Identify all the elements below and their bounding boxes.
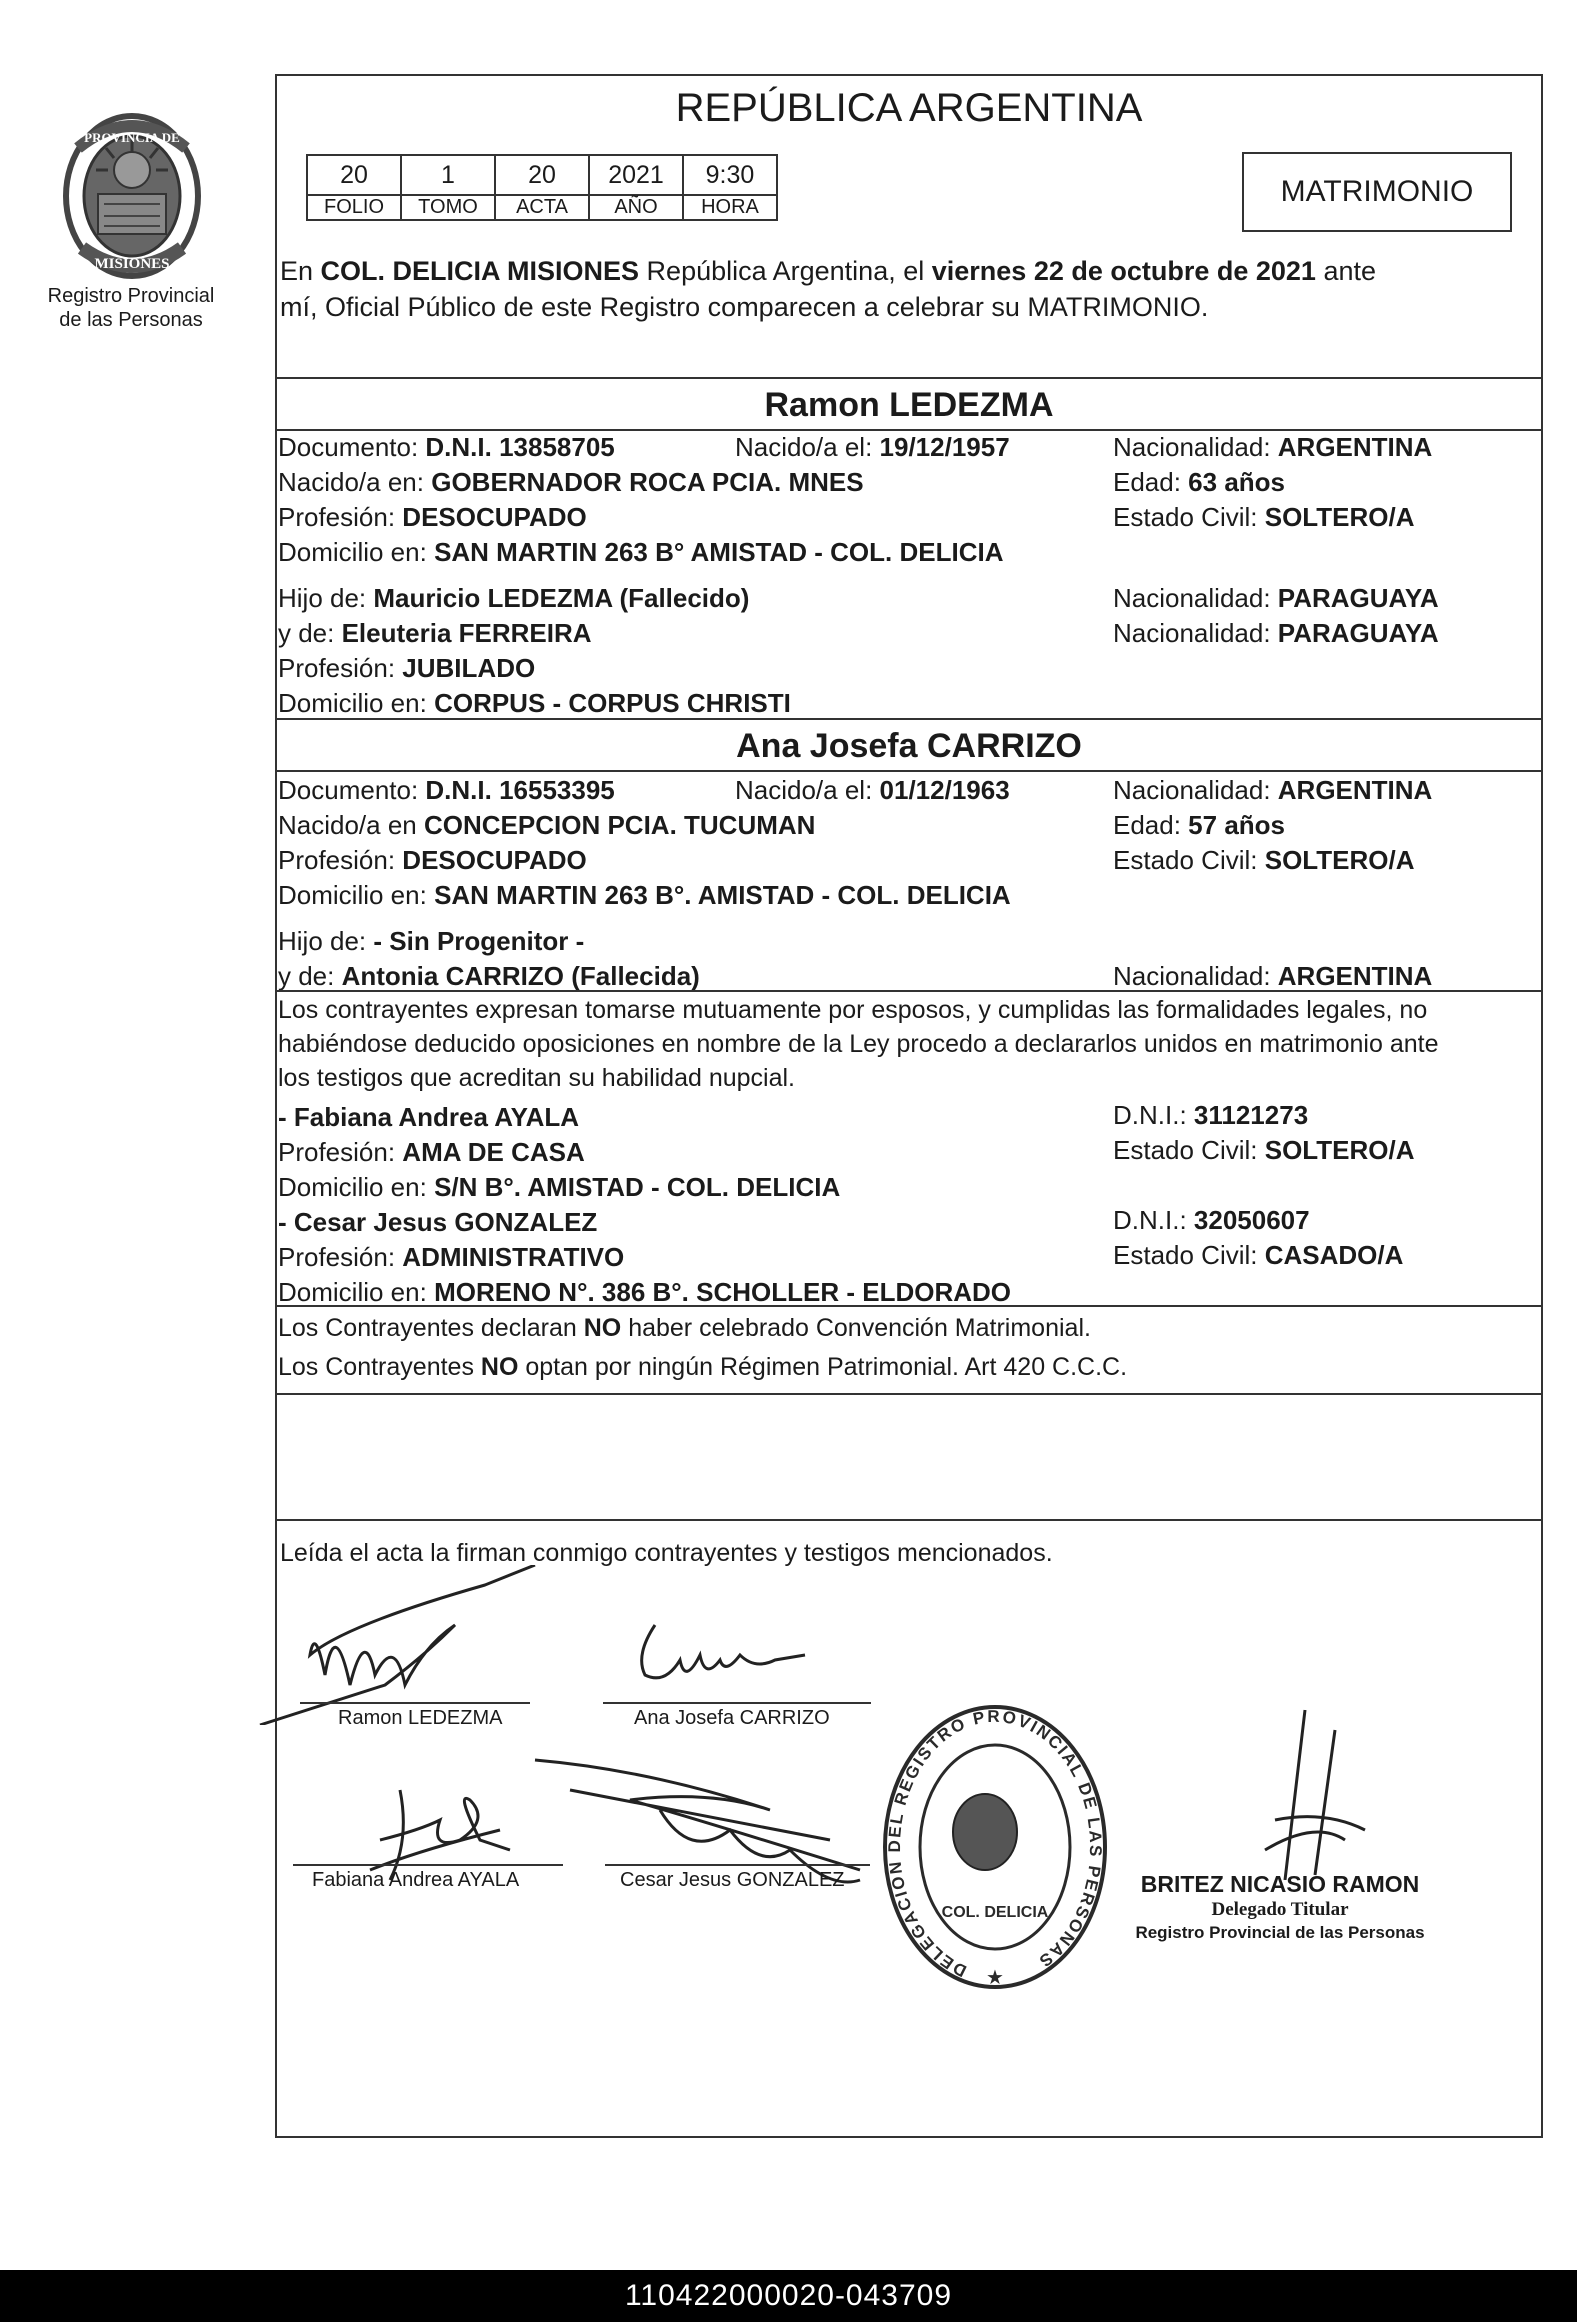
tomo-label: TOMO xyxy=(401,195,495,220)
intro-line1: En COL. DELICIA MISIONES República Argentina, el viernes 22 de octubre de 2021 ante xyxy=(280,256,1377,286)
witness2-address: Domicilio en: MORENO N°. 386 B°. SCHOLLER - ELDORADO xyxy=(278,1277,1012,1307)
spouse1-name: Ramon LEDEZMA xyxy=(764,386,1054,424)
spouse1-nationality: Nacionalidad: ARGENTINA xyxy=(1113,432,1433,462)
declaration-line1: Los contrayentes expresan tomarse mutuamente por esposos, y cumplidas las formalidades legales, no xyxy=(278,996,1428,1024)
convention-line2: Los Contrayentes NO optan por ningún Régimen Patrimonial. Art 420 C.C.C. xyxy=(278,1353,1128,1381)
declaration-line3: los testigos que acreditan su habilidad nupcial. xyxy=(278,1064,796,1092)
witness2-name: - Cesar Jesus GONZALEZ xyxy=(278,1207,598,1237)
spouse1-civil-status: Estado Civil: SOLTERO/A xyxy=(1113,502,1415,532)
spouse2-mother: y de: Antonia CARRIZO (Fallecida) xyxy=(278,961,700,991)
signature-scribble-2 xyxy=(625,1615,825,1715)
spouse2-address: Domicilio en: SAN MARTIN 263 B°. AMISTAD - COL. DELICIA xyxy=(278,880,1011,910)
official-signature-scribble xyxy=(1225,1700,1385,1880)
witness1-name: - Fabiana Andrea AYALA xyxy=(278,1102,580,1132)
spouse1-parent-address: Domicilio en: CORPUS - CORPUS CHRISTI xyxy=(278,688,791,718)
official-block xyxy=(1110,1870,1450,1944)
hora-value: 9:30 xyxy=(683,155,777,195)
spouse2-civil-status: Estado Civil: SOLTERO/A xyxy=(1113,845,1415,875)
signature-label-2: Ana Josefa CARRIZO xyxy=(634,1707,830,1729)
spouse1-document: Documento: D.N.I. 13858705 xyxy=(278,432,615,462)
barcode-number: 110422000020-043709 xyxy=(0,2270,1577,2322)
spouse1-profession: Profesión: DESOCUPADO xyxy=(278,502,587,532)
stamp-crest-icon xyxy=(953,1794,1017,1870)
record-type-box: MATRIMONIO xyxy=(1242,152,1512,232)
spouse2-mother-nationality: Nacionalidad: ARGENTINA xyxy=(1113,961,1433,991)
stamp-center-text: COL. DELICIA xyxy=(941,1904,1049,1921)
delegation-stamp xyxy=(880,1702,1110,2002)
spouse1-birthplace: Nacido/a en: GOBERNADOR ROCA PCIA. MNES xyxy=(278,467,864,497)
spouse1-mother-nationality: Nacionalidad: PARAGUAYA xyxy=(1113,618,1439,648)
official-office: Registro Provincial de las Personas xyxy=(1135,1923,1425,1942)
country-title: REPÚBLICA ARGENTINA xyxy=(675,86,1143,130)
witness1-address: Domicilio en: S/N B°. AMISTAD - COL. DELICIA xyxy=(278,1172,841,1202)
spouse1-father-nationality: Nacionalidad: PARAGUAYA xyxy=(1113,583,1439,613)
spouse1-age: Edad: 63 años xyxy=(1113,467,1285,497)
signature-scribble-1 xyxy=(255,1565,555,1725)
witness1-civil-status: Estado Civil: SOLTERO/A xyxy=(1113,1135,1415,1165)
spouse2-name: Ana Josefa CARRIZO xyxy=(736,727,1082,765)
spouse2-profession: Profesión: DESOCUPADO xyxy=(278,845,587,875)
witness2-dni: D.N.I.: 32050607 xyxy=(1113,1205,1310,1235)
signature-label-1: Ramon LEDEZMA xyxy=(338,1707,503,1729)
signature-label-3: Fabiana Andrea AYALA xyxy=(312,1869,520,1891)
ano-label: AÑO xyxy=(589,195,683,220)
folio-label: FOLIO xyxy=(307,195,401,220)
folio-value: 20 xyxy=(307,155,401,195)
acta-label: ACTA xyxy=(495,195,589,220)
spouse2-nationality: Nacionalidad: ARGENTINA xyxy=(1113,775,1433,805)
closing-statement: Leída el acta la firman conmigo contrayentes y testigos mencionados. xyxy=(280,1539,1053,1567)
tomo-value: 1 xyxy=(401,155,495,195)
spouse1-father: Hijo de: Mauricio LEDEZMA (Fallecido) xyxy=(278,583,750,613)
witness2-civil-status: Estado Civil: CASADO/A xyxy=(1113,1240,1404,1270)
signature-label-4: Cesar Jesus GONZALEZ xyxy=(620,1869,845,1891)
spouse2-document: Documento: D.N.I. 16553395 xyxy=(278,775,615,805)
official-title: Delegado Titular xyxy=(1211,1899,1349,1920)
intro-line2: mí, Oficial Público de este Registro comparecen a celebrar su MATRIMONIO. xyxy=(280,292,1209,322)
ano-value: 2021 xyxy=(589,155,683,195)
declaration-line2: habiéndose deducido oposiciones en nombre de la Ley procedo a declararlos unidos en matrimonio ante xyxy=(278,1030,1439,1058)
acta-value: 20 xyxy=(495,155,589,195)
witness2-profession: Profesión: ADMINISTRATIVO xyxy=(278,1242,625,1272)
seal-bottom-text: MISIONES xyxy=(94,256,170,272)
witness1-dni: D.N.I.: 31121273 xyxy=(1113,1100,1309,1130)
stamp-ring-text: DELEGACION DEL REGISTRO PROVINCIAL DE LAS PERSONAS xyxy=(884,1706,1106,1981)
spouse1-mother: y de: Eleuteria FERREIRA xyxy=(278,618,592,648)
convention-line1: Los Contrayentes declaran NO haber celebrado Convención Matrimonial. xyxy=(278,1314,1091,1342)
registry-name-line2: de las Personas xyxy=(59,309,203,331)
hora-label: HORA xyxy=(683,195,777,220)
spouse1-parent-profession: Profesión: JUBILADO xyxy=(278,653,536,683)
witness1-profession: Profesión: AMA DE CASA xyxy=(278,1137,585,1167)
spouse2-birthplace: Nacido/a en CONCEPCION PCIA. TUCUMAN xyxy=(278,810,816,840)
spouse1-birthdate: Nacido/a el: 19/12/1957 xyxy=(735,432,1010,462)
spouse2-father: Hijo de: - Sin Progenitor - xyxy=(278,926,585,956)
stamp-star-icon: ★ xyxy=(986,1967,1004,1989)
registry-name-line1: Registro Provincial xyxy=(47,285,215,307)
spouse1-address: Domicilio en: SAN MARTIN 263 B° AMISTAD - COL. DELICIA xyxy=(278,537,1004,567)
spouse2-birthdate: Nacido/a el: 01/12/1963 xyxy=(735,775,1010,805)
coat-of-arms-icon xyxy=(48,108,216,284)
official-name: BRITEZ NICASIO RAMON xyxy=(1140,1871,1420,1897)
seal-top-text: PROVINCIA DE xyxy=(84,130,180,145)
reference-table xyxy=(306,154,778,221)
spouse2-age: Edad: 57 años xyxy=(1113,810,1285,840)
